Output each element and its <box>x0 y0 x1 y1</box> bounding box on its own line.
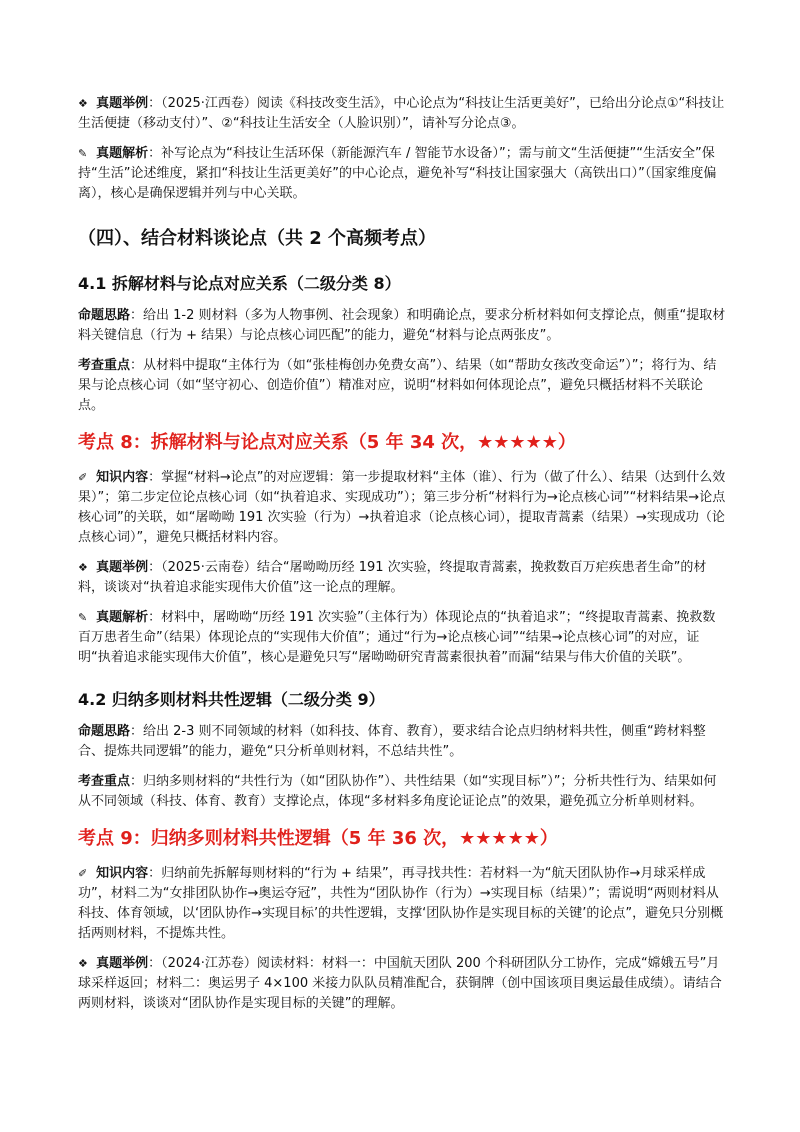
diamond-icon: ❖ <box>78 957 88 970</box>
document-page <box>78 94 728 1024</box>
exam-analysis-paragraph <box>78 608 728 668</box>
label-knowledge-content: 知识内容 <box>96 866 149 881</box>
section-heading: （四）、结合材料谈论点（共 2 个高频考点） <box>78 228 437 249</box>
diamond-icon: ❖ <box>78 97 88 110</box>
paragraph-text: ：（2025·云南卷）结合“屠呦呦历经 191 次实验，终提取青蒿素，挽救数百万疟疾患者生命”的材料，谈谈对“执着追求能实现伟大价值”这一论点的理解。 <box>78 560 707 595</box>
exam-example-paragraph <box>78 954 728 1014</box>
paragraph-text: ：（2024·江苏卷）阅读材料：材料一：中国航天团队 200 个科研团队分工协作，完成“嫦娥五号”月球采样返回；材料二：奥运男子 4×100 米接力队队员精准配合，获铜牌（创中国该项目奥运最佳成绩）。请结合两则材料，谈谈对“团队协作是实现目标的关键”的理解。 <box>78 956 722 1011</box>
paragraph-text: ：给出 2-3 则不同领域的材料（如科技、体育、教育），要求结合论点归纳材料共性，侧重“跨材料整合、提炼共同逻辑”的能力，避免“只分析单则材料，不总结共性”。 <box>78 724 706 759</box>
pencil-icon: ✎ <box>78 611 88 624</box>
knowledge-content-paragraph <box>78 864 728 944</box>
label-proposition-idea: 命题思路 <box>78 308 131 323</box>
paragraph-text: ：掌握“材料→论点”的对应逻辑：第一步提取材料“主体（谁）、行为（做了什么）、结果（达到什么效果）”；第二步定位论点核心词（如“执着追求、实现成功”）；第三步分析“材料行为→论点核心词”“材料结果→论点核心词”的关联，如“屠呦呦 191 次实验（行为）→执着追求（论点核心词），提取青蒿素（结果）→实现成功（论点核心词）”，避免只概括材料内容。 <box>78 470 726 545</box>
label-exam-analysis: 真题解析 <box>96 146 149 161</box>
exam-example-paragraph <box>78 558 728 598</box>
label-exam-focus: 考查重点 <box>78 774 131 789</box>
label-exam-example: 真题举例 <box>96 96 149 111</box>
label-exam-example: 真题举例 <box>96 560 149 575</box>
pen-icon: ✐ <box>78 867 88 880</box>
paragraph-text: ：归纳前先拆解每则材料的“行为 + 结果”，再寻找共性：若材料一为“航天团队协作→月球采样成功”，材料二为“女排团队协作→奥运夺冠”，共性为“团队协作（行为）→实现目标（结果）”；需说明“两则材料从科技、体育领域，以‘团队协作→实现目标’的共性逻辑，支撑‘团队协作是实现目标的关键’的论点”，避免只分别概括两则材料，不提炼共性。 <box>78 866 724 941</box>
subsection-heading-4-1: 4.1 拆解材料与论点对应关系（二级分类 8） <box>78 274 401 293</box>
paragraph-text: ：（2025·江西卷）阅读《科技改变生活》，中心论点为“科技让生活更美好”，已给出分论点①“科技让生活便捷（移动支付）”、②“科技让生活安全（人脸识别）”，请补写分论点③。 <box>78 96 725 131</box>
exam-analysis-paragraph <box>78 144 728 204</box>
keypoint-heading-8: 考点 8：拆解材料与论点对应关系（5 年 34 次，★★★★★） <box>78 432 576 453</box>
knowledge-content-paragraph <box>78 468 728 548</box>
pencil-icon: ✎ <box>78 147 88 160</box>
label-exam-focus: 考查重点 <box>78 358 131 373</box>
label-exam-example: 真题举例 <box>96 956 149 971</box>
diamond-icon: ❖ <box>78 561 88 574</box>
pen-icon: ✐ <box>78 471 88 484</box>
paragraph-text: ：从材料中提取“主体行为（如“张桂梅创办免费女高”）、结果（如“帮助女孩改变命运”）”；将行为、结果与论点核心词（如“坚守初心、创造价值”）精准对应，说明“材料如何体现论点”，避免只概括材料不关联论点。 <box>78 358 717 413</box>
subsection-heading-4-2: 4.2 归纳多则材料共性逻辑（二级分类 9） <box>78 690 385 709</box>
paragraph-text: ：材料中，屠呦呦“历经 191 次实验”（主体行为）体现论点的“执着追求”；“终提取青蒿素、挽救数百万患者生命”（结果）体现论点的“实现伟大价值”；通过“行为→论点核心词”“结果→论点核心词”的对应，证明“执着追求能实现伟大价值”，核心是避免只写“屠呦呦研究青蒿素很执着”而漏“结果与伟大价值的关联”。 <box>78 610 716 665</box>
proposition-idea-paragraph <box>78 306 728 346</box>
exam-focus-paragraph <box>78 772 728 812</box>
paragraph-text: ：补写论点为“科技让生活环保（新能源汽车 / 智能节水设备）”；需与前文“生活便捷”“生活安全”保持“生活”论述维度，紧扣“科技让生活更美好”的中心论点，避免补写“科技让国家强大（高铁出口）”（国家维度偏离），核心是确保逻辑并列与中心关联。 <box>78 146 717 201</box>
paragraph-text: ：归纳多则材料的“共性行为（如“团队协作”）、共性结果（如“实现目标”）”；分析共性行为、结果如何从不同领域（科技、体育、教育）支撑论点，体现“多材料多角度论证论点”的效果，避免孤立分析单则材料。 <box>78 774 717 809</box>
label-knowledge-content: 知识内容 <box>96 470 149 485</box>
label-exam-analysis: 真题解析 <box>96 610 149 625</box>
proposition-idea-paragraph <box>78 722 728 762</box>
exam-example-paragraph <box>78 94 728 134</box>
label-proposition-idea: 命题思路 <box>78 724 131 739</box>
keypoint-heading-9: 考点 9：归纳多则材料共性逻辑（5 年 36 次，★★★★★） <box>78 828 558 849</box>
paragraph-text: ：给出 1-2 则材料（多为人物事例、社会现象）和明确论点，要求分析材料如何支撑论点，侧重“提取材料关键信息（行为 + 结果）与论点核心词匹配”的能力，避免“材料与论点两张皮”。 <box>78 308 726 343</box>
exam-focus-paragraph <box>78 356 728 416</box>
